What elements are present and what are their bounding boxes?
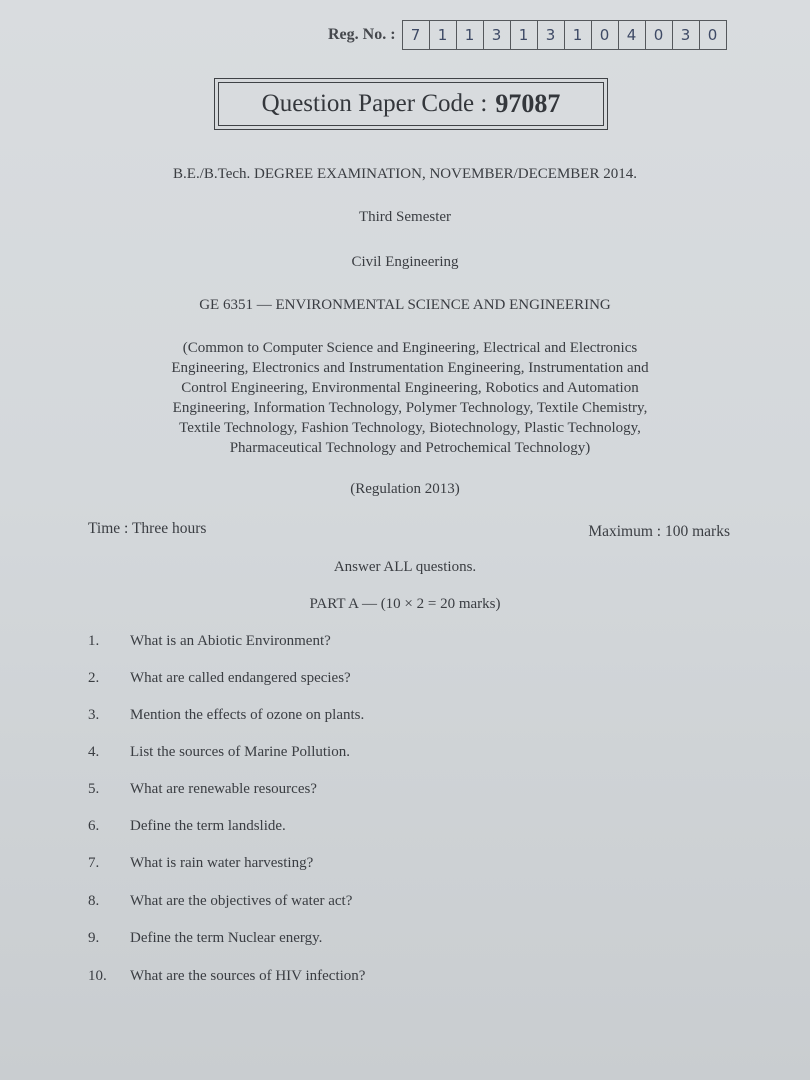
subject: GE 6351 — ENVIRONMENTAL SCIENCE AND ENGINEERING: [199, 297, 611, 313]
question-text: Define the term landslide.: [130, 818, 286, 834]
question-item: [88, 781, 317, 798]
question-number: 1.: [88, 633, 100, 649]
question-number: 10.: [88, 968, 107, 984]
question-number: 7.: [88, 855, 100, 871]
common-courses: [95, 338, 725, 458]
common-line: Pharmaceutical Technology and Petrochemical Technology): [229, 440, 591, 456]
reg-label: Reg. No. :: [328, 26, 396, 43]
question-item: [88, 744, 350, 761]
reg-digit: 3: [673, 21, 700, 49]
common-line: Engineering, Information Technology, Polymer Technology, Textile Chemistry,: [172, 400, 648, 416]
reg-number: [328, 20, 727, 50]
reg-digit: 7: [403, 21, 430, 49]
common-line: (Common to Computer Science and Engineering, Electrical and Electronics: [182, 340, 638, 356]
reg-digit: 3: [538, 21, 565, 49]
instruction: Answer ALL questions.: [333, 559, 477, 575]
reg-digit: 3: [484, 21, 511, 49]
reg-digit: 1: [511, 21, 538, 49]
question-text: Define the term Nuclear energy.: [130, 930, 323, 946]
question-number: 8.: [88, 893, 100, 909]
question-item: [88, 930, 322, 947]
branch: Civil Engineering: [351, 254, 459, 270]
question-item: [88, 893, 352, 910]
question-number: 6.: [88, 818, 100, 834]
question-number: 2.: [88, 670, 100, 686]
question-number: 4.: [88, 744, 100, 760]
reg-digit: 4: [619, 21, 646, 49]
reg-digit: 0: [592, 21, 619, 49]
maximum-marks: Maximum : 100 marks: [588, 523, 730, 540]
exam-title: B.E./B.Tech. DEGREE EXAMINATION, NOVEMBER/DECEMBER 2014.: [173, 166, 637, 182]
regulation: (Regulation 2013): [350, 481, 460, 497]
time-allowed: Time : Three hours: [88, 520, 207, 537]
question-text: What is rain water harvesting?: [130, 855, 314, 871]
question-text: List the sources of Marine Pollution.: [130, 744, 350, 760]
reg-digit: 0: [646, 21, 673, 49]
code-number: 97087: [495, 89, 561, 118]
question-text: What is an Abiotic Environment?: [130, 633, 331, 649]
question-paper-code: [218, 82, 604, 126]
reg-digit: 1: [457, 21, 484, 49]
question-item: [88, 707, 364, 724]
question-number: 3.: [88, 707, 100, 723]
part-a-heading: PART A — (10 × 2 = 20 marks): [309, 596, 501, 612]
reg-digit: 1: [430, 21, 457, 49]
reg-boxes: [402, 20, 727, 50]
common-line: Textile Technology, Fashion Technology, Biotechnology, Plastic Technology,: [179, 420, 641, 436]
question-text: What are renewable resources?: [130, 781, 317, 797]
question-item: [88, 855, 313, 872]
semester: Third Semester: [358, 209, 452, 225]
common-line: Control Engineering, Environmental Engineering, Robotics and Automation: [181, 380, 639, 396]
code-label: Question Paper Code :: [261, 90, 488, 117]
question-text: Mention the effects of ozone on plants.: [130, 707, 365, 723]
question-text: What are the sources of HIV infection?: [130, 968, 366, 984]
question-number: 9.: [88, 930, 100, 946]
question-text: What are the objectives of water act?: [130, 893, 353, 909]
question-item: [88, 968, 365, 985]
question-item: [88, 633, 331, 650]
question-item: [88, 670, 351, 687]
reg-digit: 1: [565, 21, 592, 49]
question-number: 5.: [88, 781, 100, 797]
common-line: Engineering, Electronics and Instrumentation Engineering, Instrumentation and: [171, 360, 649, 376]
question-text: What are called endangered species?: [130, 670, 351, 686]
question-item: [88, 818, 286, 835]
reg-digit: 0: [707, 26, 718, 44]
